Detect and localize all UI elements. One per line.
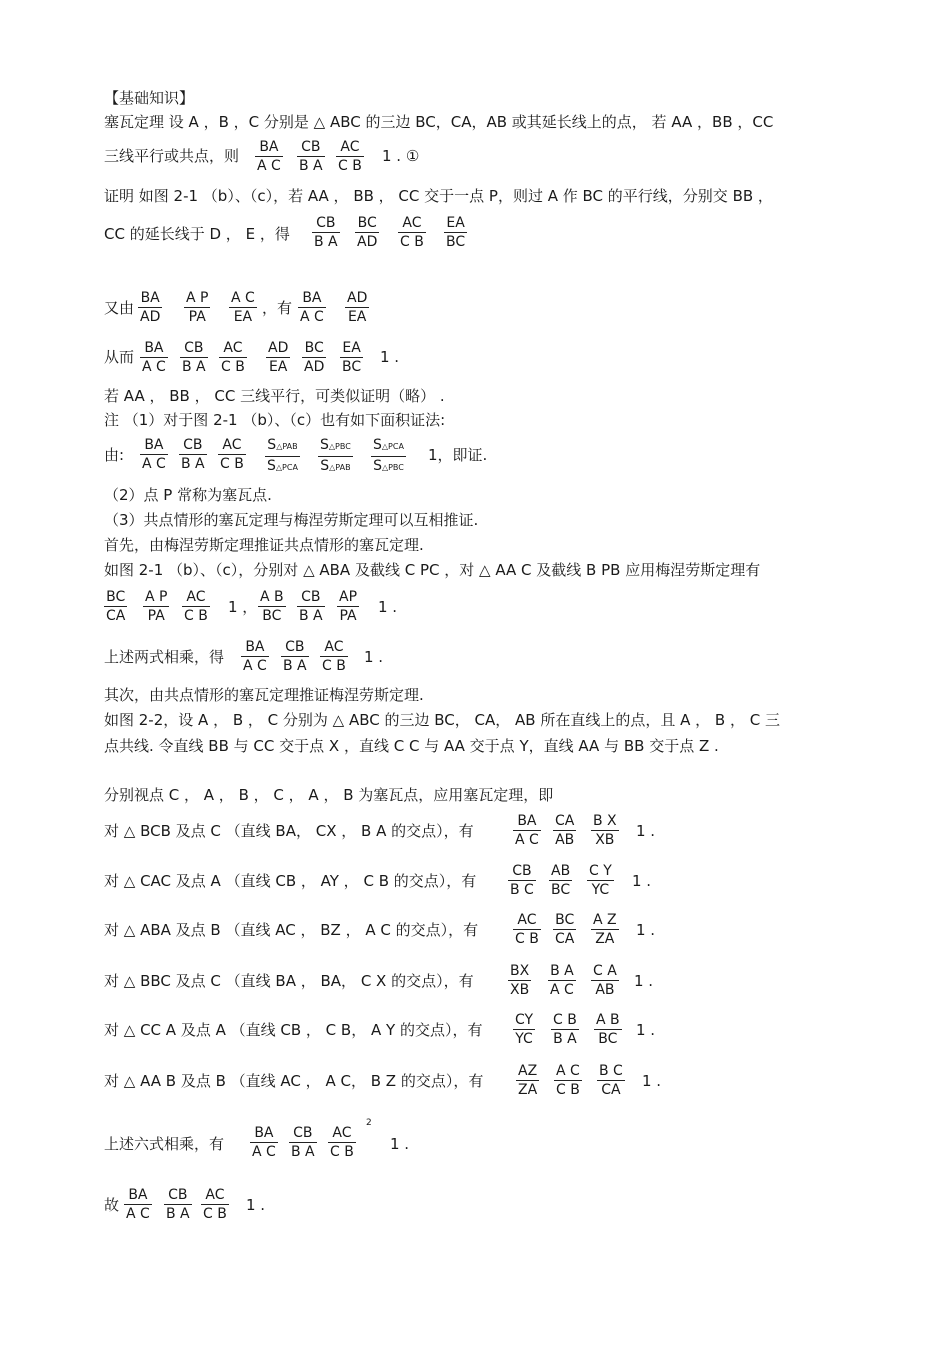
fraction	[138, 289, 162, 326]
text-line: 1 .	[636, 921, 656, 939]
denominator: BC	[262, 608, 282, 624]
denominator: AD	[357, 234, 378, 250]
numerator: EA	[444, 214, 467, 233]
numerator: AC	[328, 1124, 356, 1143]
text-line: 1 .	[390, 1135, 410, 1153]
denominator: BC	[551, 882, 571, 898]
text-line: 如图 2-2，设 A ， B ， C 分别为 △ ABC 的三边 BC， CA， AB 所在直线上的点，且 A ， B ， C 三	[104, 711, 780, 729]
denominator: C B	[322, 658, 346, 674]
numerator: AD	[347, 290, 368, 306]
numerator: C Y	[589, 863, 612, 879]
denominator: EA	[347, 309, 367, 325]
denominator: PA	[188, 309, 206, 325]
denominator: B A	[299, 608, 323, 624]
fraction	[258, 588, 286, 625]
subscript: △PCA	[381, 442, 404, 451]
fraction	[513, 812, 541, 849]
text-line: 如图 2-1 （b）、（c），分别对 △ ABA 及截线 C PC ，对 △ AA C 及截线 B PB 应用梅涅劳斯定理有	[104, 561, 761, 579]
text-line: 若 AA ， BB ， CC 三线平行，可类似证明（略） .	[104, 387, 445, 405]
numerator: CB	[508, 862, 536, 881]
denominator: PA	[147, 608, 165, 624]
numerator: BA	[138, 289, 162, 308]
numerator: C A	[593, 963, 617, 979]
fraction	[229, 289, 257, 326]
fraction	[591, 962, 619, 999]
fraction	[516, 1062, 539, 1099]
fraction	[298, 289, 326, 326]
text-line: 对 △ ABA 及点 B （直线 AC ， BZ ， A C 的交点），有	[104, 921, 479, 939]
fraction	[508, 862, 536, 899]
numerator: S	[267, 437, 277, 453]
numerator: B A	[548, 962, 576, 981]
fraction	[250, 1124, 278, 1161]
denominator: EA	[233, 309, 253, 325]
numerator: AC	[218, 436, 246, 455]
fraction	[340, 339, 363, 376]
denominator: A C	[257, 158, 281, 174]
numerator: CB	[312, 214, 340, 233]
denominator: CA	[601, 1082, 621, 1098]
text-line: 对 △ CC A 及点 A （直线 CB ， C B， A Y 的交点），有	[104, 1021, 483, 1039]
fraction	[297, 138, 325, 175]
denominator: AD	[140, 309, 161, 325]
denominator: B C	[510, 882, 534, 898]
denominator: BC	[598, 1031, 618, 1047]
fraction	[241, 638, 269, 675]
numerator: BA	[140, 339, 168, 358]
numerator: BC	[355, 214, 379, 233]
fraction	[551, 1011, 579, 1048]
numerator: BA	[255, 138, 283, 157]
numerator: CB	[297, 138, 325, 157]
fraction	[143, 588, 169, 625]
fraction	[355, 214, 379, 251]
fraction	[549, 862, 572, 899]
area-fraction	[371, 436, 406, 477]
fraction	[591, 812, 619, 849]
numerator: A C	[554, 1062, 582, 1081]
numerator: AC	[182, 588, 210, 607]
numerator: AC	[320, 638, 348, 657]
numerator: AC	[336, 138, 364, 157]
fraction	[266, 339, 290, 376]
denominator: C B	[330, 1144, 354, 1160]
numerator: AP	[339, 589, 358, 605]
denominator: CA	[106, 608, 126, 624]
text-line: 1 .	[378, 598, 398, 616]
denominator: A C	[243, 658, 267, 674]
numerator: A B	[596, 1012, 620, 1028]
numerator: AC	[201, 1186, 229, 1205]
fraction	[336, 138, 364, 175]
subscript: △PAB	[276, 442, 298, 451]
text-line: 上述六式相乘，有	[104, 1135, 225, 1153]
fraction	[182, 588, 210, 625]
denominator: B A	[291, 1144, 315, 1160]
denominator: AD	[304, 359, 325, 375]
denominator: B A	[166, 1206, 190, 1222]
denominator: C B	[556, 1082, 580, 1098]
text-line: 1 .	[246, 1196, 266, 1214]
denominator: C B	[220, 456, 244, 472]
fraction	[201, 1186, 229, 1223]
denominator: YC	[515, 1031, 533, 1047]
fraction	[302, 339, 326, 376]
numerator: BC	[104, 588, 127, 607]
denominator: XB	[595, 832, 615, 848]
text-line: CC 的延长线于 D ， E ，得	[104, 225, 290, 243]
numerator: CB	[180, 339, 208, 358]
numerator: C B	[553, 1012, 577, 1028]
fraction	[548, 962, 576, 999]
denominator: S	[267, 458, 276, 474]
denominator: B A	[314, 234, 338, 250]
fraction	[281, 638, 309, 675]
numerator: BA	[298, 289, 326, 308]
fraction	[554, 1062, 582, 1099]
denominator: BC	[446, 234, 466, 250]
fraction	[328, 1124, 356, 1161]
subscript: △PCA	[275, 463, 298, 472]
fraction	[398, 214, 426, 251]
fraction	[587, 862, 614, 899]
fraction	[180, 339, 208, 376]
text-line: 首先，由梅涅劳斯定理推证共点情形的塞瓦定理.	[104, 536, 424, 554]
fraction	[513, 1011, 535, 1048]
denominator: A C	[515, 832, 539, 848]
denominator: A C	[252, 1144, 276, 1160]
text-line: 证明 如图 2-1 （b）、（c），若 AA ， BB ， CC 交于一点 P，则过 A 作 BC 的平行线，分别交 BB ，	[104, 187, 773, 205]
text-line: ，有	[262, 299, 293, 317]
text-line: 故	[104, 1196, 120, 1214]
numerator: CB	[289, 1124, 317, 1143]
text-line: 对 △ AA B 及点 B （直线 AC ， A C， B Z 的交点），有	[104, 1072, 484, 1090]
text-line: 1，即证.	[428, 446, 488, 464]
heading: 【基础知识】	[104, 89, 195, 107]
fraction	[594, 1011, 622, 1048]
numerator: A B	[260, 589, 284, 605]
fraction	[553, 812, 576, 849]
text-line: （2）点 P 常称为塞瓦点.	[104, 486, 272, 504]
denominator: C B	[184, 608, 208, 624]
numerator: A Z	[593, 912, 617, 928]
denominator: C B	[338, 158, 362, 174]
superscript: 2	[366, 1118, 372, 1128]
fraction	[513, 911, 541, 948]
denominator: AB	[595, 982, 615, 998]
numerator: AB	[551, 863, 571, 879]
denominator: C B	[203, 1206, 227, 1222]
text-line: 1 .	[634, 972, 654, 990]
fraction	[553, 911, 576, 948]
denominator: B A	[283, 658, 307, 674]
numerator: S	[373, 437, 382, 453]
numerator: BA	[241, 638, 269, 657]
denominator: PA	[339, 608, 357, 624]
numerator: CY	[515, 1012, 534, 1028]
denominator: S	[320, 458, 330, 474]
numerator: BA	[140, 436, 168, 455]
numerator: A P	[145, 589, 168, 605]
numerator: A P	[186, 290, 209, 306]
text-line: 分别视点 C ， A ， B ， C ， A ， B 为塞瓦点，应用塞瓦定理，即	[104, 786, 554, 804]
fraction	[345, 289, 369, 326]
fraction	[219, 339, 247, 376]
subscript: △PBC	[328, 442, 351, 451]
fraction	[320, 638, 348, 675]
numerator: B X	[593, 813, 617, 829]
denominator: CA	[555, 931, 575, 947]
denominator: EA	[268, 359, 288, 375]
numerator: BA	[250, 1124, 278, 1143]
text-line: 三线平行或共点，则	[104, 147, 240, 165]
denominator: B A	[182, 359, 206, 375]
denominator: S	[373, 458, 382, 474]
fraction	[255, 138, 283, 175]
denominator: A C	[300, 309, 324, 325]
numerator: B C	[599, 1063, 623, 1079]
fraction	[337, 588, 359, 625]
denominator: YC	[591, 882, 610, 898]
numerator: BA	[124, 1186, 152, 1205]
denominator: BC	[342, 359, 362, 375]
text-line: 塞瓦定理 设 A ，B ，C 分别是 △ ABC 的三边 BC，CA，AB 或其延长线上的点， 若 AA ，BB ，CC	[104, 113, 774, 131]
text-line: 1 .	[636, 822, 656, 840]
fraction	[297, 588, 325, 625]
denominator: A C	[550, 982, 574, 998]
denominator: A C	[142, 456, 166, 472]
text-line: 1 .	[642, 1072, 662, 1090]
denominator: C B	[400, 234, 424, 250]
text-line: 对 △ BCB 及点 C （直线 BA， CX ， B A 的交点），有	[104, 822, 474, 840]
text-line: （3）共点情形的塞瓦定理与梅涅劳斯定理可以互相推证.	[104, 511, 479, 529]
fraction	[508, 962, 531, 999]
numerator: AZ	[518, 1063, 538, 1079]
text-line: 其次，由共点情形的塞瓦定理推证梅涅劳斯定理.	[104, 686, 424, 704]
numerator: CB	[164, 1186, 192, 1205]
area-fraction	[265, 436, 300, 477]
numerator: BC	[553, 911, 576, 930]
text-line: 1 .	[636, 1021, 656, 1039]
fraction	[218, 436, 246, 473]
denominator: A C	[126, 1206, 150, 1222]
fraction	[591, 911, 619, 948]
text-line: 从而	[104, 348, 135, 366]
text-line: 1 .	[632, 872, 652, 890]
denominator: B A	[181, 456, 205, 472]
denominator: A C	[142, 359, 166, 375]
denominator: AB	[555, 832, 575, 848]
text-line: 1 . ①	[382, 147, 420, 165]
fraction	[184, 289, 210, 326]
numerator: BC	[302, 339, 326, 358]
numerator: AC	[219, 339, 247, 358]
numerator: CB	[297, 588, 325, 607]
text-line: 对 △ BBC 及点 C （直线 BA ， BA， C X 的交点），有	[104, 972, 474, 990]
fraction	[164, 1186, 192, 1223]
denominator: XB	[510, 982, 530, 998]
fraction	[140, 339, 168, 376]
numerator: BX	[510, 963, 530, 979]
text-line: 1 .	[364, 648, 384, 666]
fraction	[289, 1124, 317, 1161]
numerator: CB	[179, 436, 207, 455]
text-line: 点共线. 令直线 BB 与 CC 交于点 X ，直线 C C 与 AA 交于点 Y，直线 AA 与 BB 交于点 Z .	[104, 737, 719, 755]
text-line: 上述两式相乘，得	[104, 648, 225, 666]
fraction	[444, 214, 467, 251]
numerator: S	[320, 437, 329, 453]
numerator: EA	[340, 339, 363, 358]
text-line: 对 △ CAC 及点 A （直线 CB ， AY ， C B 的交点），有	[104, 872, 477, 890]
denominator: B A	[299, 158, 323, 174]
subscript: △PAB	[329, 463, 351, 472]
numerator: BA	[513, 812, 541, 831]
text-line: 注 （1）对于图 2-1 （b）、（c）也有如下面积证法:	[104, 411, 446, 429]
fraction	[104, 588, 127, 625]
text-line: 由:	[104, 446, 125, 464]
numerator: AD	[268, 340, 289, 356]
numerator: CB	[281, 638, 309, 657]
numerator: CA	[555, 813, 575, 829]
fraction	[124, 1186, 152, 1223]
denominator: C B	[221, 359, 245, 375]
area-fraction	[318, 436, 353, 477]
fraction	[312, 214, 340, 251]
fraction	[597, 1062, 625, 1099]
text-line: 1 .	[380, 348, 400, 366]
numerator: A C	[231, 290, 255, 306]
denominator: ZA	[518, 1082, 538, 1098]
denominator: ZA	[595, 931, 615, 947]
numerator: AC	[398, 214, 426, 233]
fraction	[140, 436, 168, 473]
fraction	[179, 436, 207, 473]
numerator: AC	[513, 911, 541, 930]
text-line: 又由	[104, 299, 135, 317]
denominator: C B	[515, 931, 539, 947]
subscript: △PBC	[381, 463, 404, 472]
text-line: 1 ，	[228, 598, 258, 616]
denominator: B A	[553, 1031, 577, 1047]
